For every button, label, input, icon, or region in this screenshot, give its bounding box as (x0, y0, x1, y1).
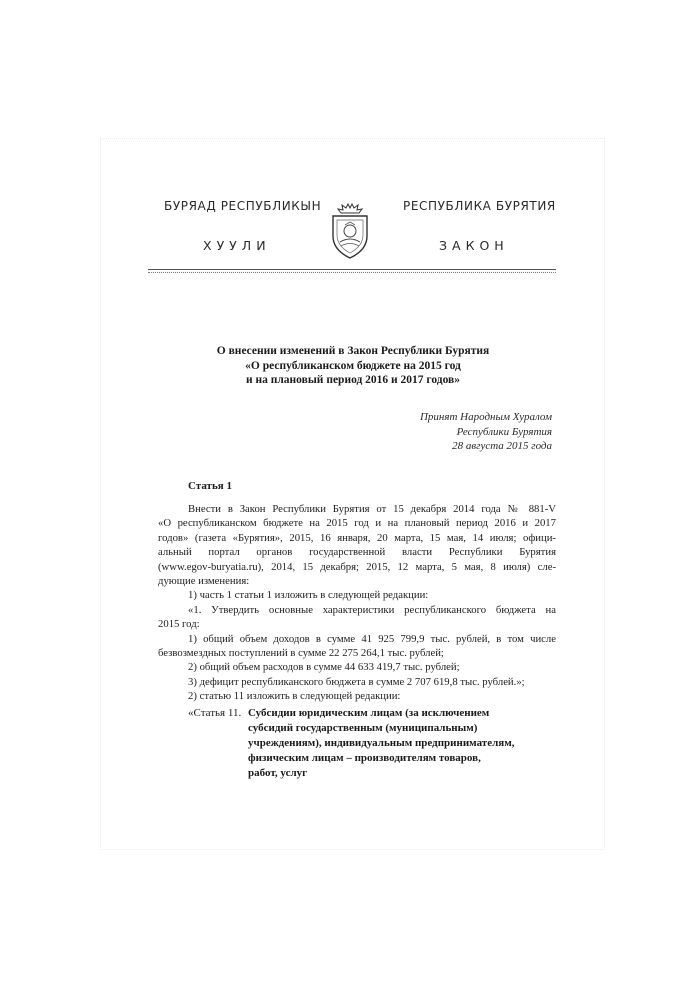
adoption-note (420, 410, 552, 454)
body-line: 3) дефицит республиканского бюджета в сумме 2 707 619,8 тыс. рублей.»; (188, 675, 525, 688)
body-line: (www.egov-buryatia.ru), 2014, 15 декабря; 2015, 12 марта, 5 мая, 8 июля) сле- (158, 560, 556, 573)
title-line: и на плановый период 2016 и 2017 годов» (245, 374, 461, 386)
adoption-date: 28 августа 2015 года (452, 440, 552, 452)
header-right-law: ЗАКОН (439, 238, 509, 253)
adoption-line: Республики Бурятия (456, 425, 552, 438)
title-line: «О республиканском бюджете на 2015 год (245, 359, 461, 372)
body-line: дующие изменения: (158, 574, 250, 587)
article-1-body (158, 502, 556, 703)
body-line: безвозмездных поступлений в сумме 22 275 264,1 тыс. рублей; (158, 646, 444, 659)
article-11-title (248, 706, 514, 781)
body-line: Внести в Закон Республики Бурятия от 15 декабря 2014 года № 881-V (188, 503, 556, 515)
article-11-title-line: физическим лицам – производителям товаров, (248, 752, 481, 764)
title-line: О внесении изменений в Закон Республики Бурятия (216, 345, 490, 357)
header-left-law: ХУУЛИ (203, 238, 271, 253)
body-line: 2015 год: (158, 618, 200, 631)
body-line: 1) часть 1 статьи 1 изложить в следующей редакции: (188, 589, 429, 602)
article-11-label: «Статья 11. (188, 707, 242, 719)
article-11-title-line: субсидий государственным (муниципальным) (248, 722, 478, 734)
article-1-heading: Статья 1 (188, 480, 232, 492)
article-11-title-line: работ, услуг (248, 767, 308, 779)
header-divider-secondary (148, 272, 556, 273)
article-11-title-line: учреждениям), индивидуальным предпринимателям, (248, 737, 515, 749)
body-line: 2) общий объем расходов в сумме 44 633 419,7 тыс. рублей; (188, 661, 460, 674)
adoption-line: Принят Народным Хуралом (419, 411, 552, 423)
body-line: «О республиканском бюджете на 2015 год и на плановый период 2016 и 2017 (158, 517, 556, 530)
article-11-title-line: Субсидии юридическим лицам (за исключением (248, 707, 490, 719)
coat-of-arms-icon (329, 200, 371, 262)
document-title (150, 344, 556, 388)
body-line: «1. Утвердить основные характеристики республиканского бюджета на (188, 603, 556, 616)
body-line: 2) статью 11 изложить в следующей редакции: (188, 690, 401, 703)
body-line: альный портал органов государственной власти Республики Бурятия (158, 546, 556, 559)
body-line: годов» (газета «Бурятия», 2015, 16 января, 20 марта, 15 мая, 14 июля; офици- (158, 531, 556, 544)
header-right-republic: РЕСПУБЛИКА БУРЯТИЯ (403, 199, 556, 213)
header-left-republic: БУРЯАД РЕСПУБЛИКЫН (164, 199, 322, 213)
body-line: 1) общий объем доходов в сумме 41 925 799,9 тыс. рублей, в том числе (188, 632, 556, 645)
header-divider (148, 269, 556, 270)
